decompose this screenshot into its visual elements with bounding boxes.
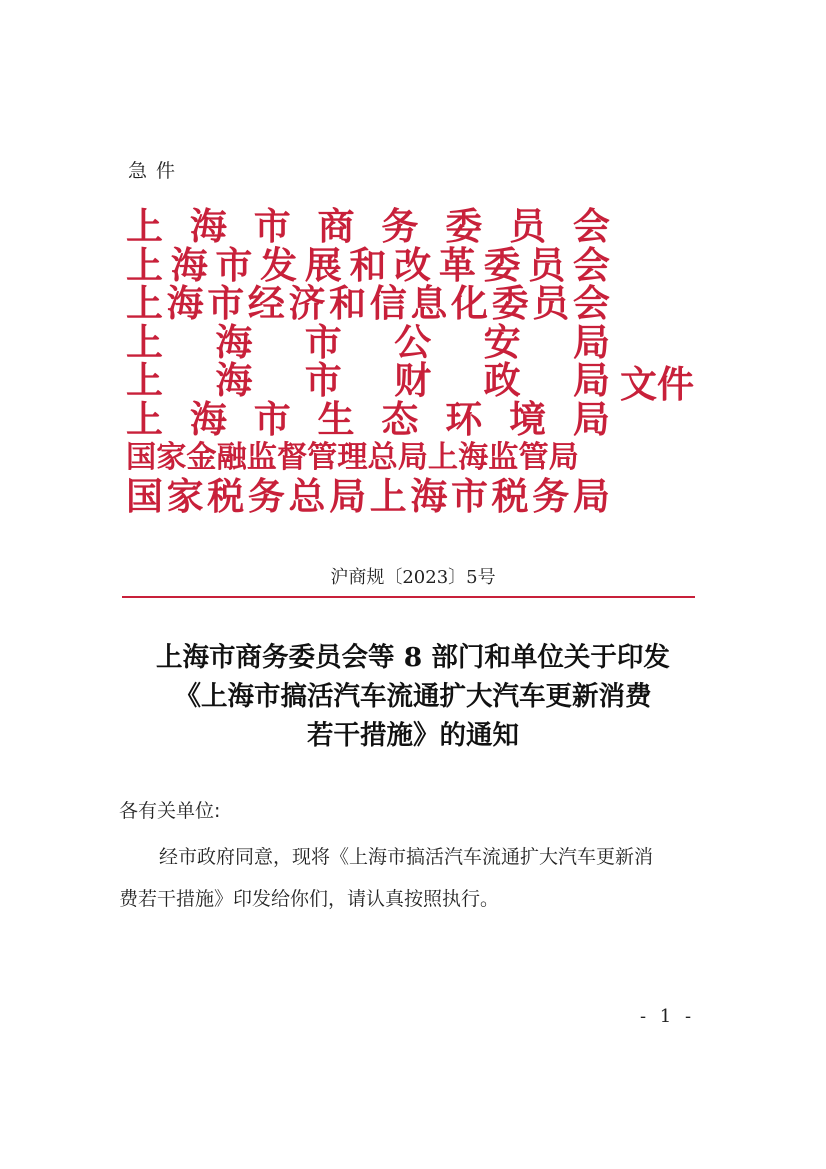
issuer-char: 员 <box>532 282 570 325</box>
issuer-char: 海 <box>166 282 204 325</box>
issuer-char: 务 <box>532 474 570 518</box>
issuer-char: 和 <box>349 243 387 287</box>
issuer-char: 务 <box>381 205 419 248</box>
issuer-char: 税 <box>491 474 529 518</box>
issuer-char: 济 <box>288 282 326 325</box>
title-line-1: 上海市商务委员会等 8 部门和单位关于印发 <box>156 642 670 673</box>
issuer-char: 市 <box>207 282 245 325</box>
issuer-char: 安 <box>483 320 521 364</box>
issuer-commerce-commission <box>126 205 610 248</box>
issuer-char: 政 <box>483 359 521 402</box>
issuer-char: 上 <box>126 282 163 325</box>
title-line-3: 若干措施》的通知 <box>307 720 519 751</box>
red-divider-line <box>122 596 695 598</box>
issuer-char: 商 <box>317 205 355 248</box>
issuer-char: 上 <box>126 320 163 364</box>
issuer-char: 和 <box>329 282 367 325</box>
issuer-char: 海 <box>189 205 227 248</box>
issuer-public-security-bureau <box>126 320 610 364</box>
issuer-char: 委 <box>445 205 483 248</box>
document-number: 沪商规〔2023〕5号 <box>330 567 496 588</box>
issuer-char: 局 <box>572 397 610 441</box>
issuer-char: 环 <box>445 397 483 441</box>
page-number: - 1 - <box>640 1006 696 1027</box>
issuer-char: 海 <box>189 397 227 441</box>
issuer-char: 局 <box>572 359 610 402</box>
issuer-char: 改 <box>394 243 432 287</box>
title-line-2: 《上海市搞活汽车流通扩大汽车更新消费 <box>174 681 652 712</box>
issuer-char: 局 <box>572 320 610 364</box>
issuer-char: 家 <box>166 474 204 518</box>
issuer-char: 上 <box>126 359 163 402</box>
issuer-char: 市 <box>304 359 342 402</box>
issuer-ecology-environment-bureau <box>126 397 610 441</box>
issuer-char: 局 <box>572 474 610 518</box>
issuer-char: 员 <box>528 243 566 287</box>
issuer-financial-regulatory-bureau: 国家金融监督管理总局上海监管局 <box>126 440 579 475</box>
issuer-tax-bureau <box>126 474 610 518</box>
issuer-char: 展 <box>304 243 342 287</box>
issuer-char: 委 <box>483 243 521 287</box>
issuer-char: 财 <box>394 359 432 402</box>
issuer-char: 市 <box>253 397 291 441</box>
issuer-char: 市 <box>253 205 291 248</box>
issuer-char: 务 <box>247 474 285 518</box>
notice-title <box>0 638 826 755</box>
issuer-char: 上 <box>126 397 163 441</box>
issuer-char: 境 <box>509 397 547 441</box>
issuer-char: 海 <box>410 474 448 518</box>
issuer-finance-bureau <box>126 359 610 402</box>
salutation: 各有关单位: <box>119 800 221 822</box>
urgency-label: 急件 <box>128 160 185 182</box>
issuer-char: 化 <box>451 282 488 325</box>
issuer-char: 公 <box>394 320 432 364</box>
issuer-char: 会 <box>572 205 610 248</box>
issuer-char: 息 <box>410 282 448 325</box>
issuer-char: 市 <box>451 474 488 518</box>
issuer-char: 发 <box>260 243 298 287</box>
issuer-char: 海 <box>215 359 253 402</box>
issuer-char: 上 <box>126 205 163 248</box>
issuer-letterhead <box>126 205 610 518</box>
issuer-char: 税 <box>207 474 245 518</box>
body-paragraph <box>119 836 699 920</box>
issuer-char: 员 <box>509 205 547 248</box>
issuer-char: 会 <box>572 243 610 287</box>
issuer-char: 经 <box>247 282 285 325</box>
body-line-2: 费若干措施》印发给你们，请认真按照执行。 <box>119 888 500 910</box>
issuer-char: 市 <box>215 243 253 287</box>
issuer-char: 态 <box>381 397 419 441</box>
issuer-char: 海 <box>215 320 253 364</box>
body-line-1: 经市政府同意，现将《上海市搞活汽车流通扩大汽车更新消 <box>159 846 654 868</box>
issuer-char: 局 <box>329 474 367 518</box>
issuer-char: 上 <box>369 474 407 518</box>
issuer-char: 海 <box>170 243 208 287</box>
issuer-char: 革 <box>438 243 476 287</box>
issuer-char: 总 <box>288 474 326 518</box>
issuer-char: 信 <box>369 282 407 325</box>
issuer-char: 市 <box>304 320 342 364</box>
issuer-development-reform-commission <box>126 243 610 287</box>
issuer-char: 会 <box>572 282 610 325</box>
issuer-economy-informatization-commission <box>126 282 610 325</box>
issuer-char: 国 <box>126 474 163 518</box>
issuer-char: 上 <box>126 243 163 287</box>
issuer-char: 委 <box>491 282 529 325</box>
document-suffix: 文件 <box>620 363 694 406</box>
issuer-char: 生 <box>317 397 355 441</box>
